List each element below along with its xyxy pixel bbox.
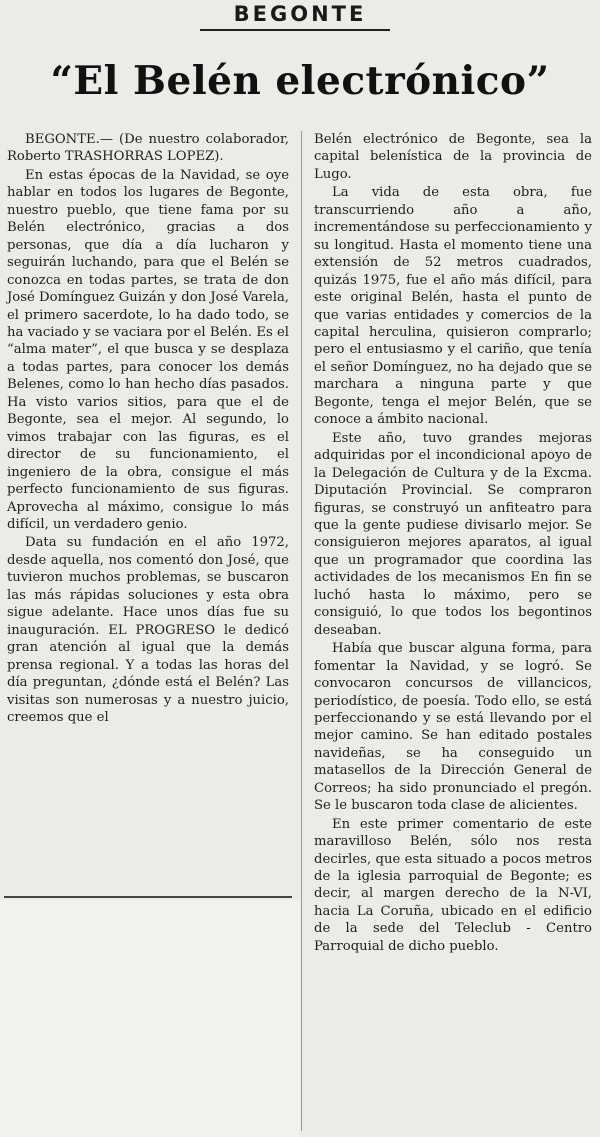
- section-underline: [200, 29, 390, 31]
- paragraph: Belén electrónico de Begonte, sea la capital belenística de la provincia de Lugo.: [314, 132, 592, 182]
- column-divider: [301, 131, 302, 1131]
- paragraph: En estas épocas de la Navidad, se oye hablar en todos los lugares de Begonte, nuestro pueblo, que tiene fama por su Belén electrónico, gracias a dos personas, que día a día lucharon y seguirán luchando, para que el Belén se conozca en todas partes, se trata de don José Domínguez Guizán y don José Varela, el primero sacerdote, lo ha dado todo, se ha vaciado y se vaciara por el Belén. Es el “alma mater”, el que busca y se desplaza a todas partes, para conocer los demás Belenes, como lo han hecho días pasados. Ha visto varios sitios, para que el de Begonte, sea el mejor. Al segundo, lo vimos trabajar con las figuras, es el director de su funcionamiento, el ingeniero de la obra, consigue el más perfecto funcionamiento de sus figuras. Aprovecha al máximo, consigue lo más difícil, un verdadero genio.: [7, 167, 289, 532]
- article-headline: “El Belén electrónico”: [50, 58, 550, 104]
- left-column: [7, 131, 289, 726]
- paragraph: Data su fundación en el año 1972, desde aquella, nos comentó don José, que tuvieron muchos problemas, se buscaron las más rápidas soluciones y esta obra sigue adelante. Hace unos días fue su inauguración. EL PROGRESO le dedicó gran atención al igual que la demás prensa regional. Y a todas las horas del día preguntan, ¿dónde está el Belén? Las visitas son numerosas y a nuestro juicio, creemos que el: [7, 535, 289, 725]
- paragraph: Este año, tuvo grandes mejoras adquiridas por el incondicional apoyo de la Delegación de Cultura y de la Excma. Diputación Provincial. Se compraron figuras, se construyó un anfiteatro para que la gente pudiese divisarlo mejor. Se consiguieron mejores aparatos, al igual que un programador que coordina las actividades de los mecanismos En fin se luchó hasta lo máximo, pero se consiguió, lo que todos los begontinos deseaban.: [314, 430, 592, 638]
- blank-area: [0, 900, 300, 1137]
- paragraph: Había que buscar alguna forma, para fomentar la Navidad, y se logró. Se convocaron concursos de villancicos, periodístico, de poesía. Todo ello, se está perfeccionando y se está llevando por el mejor camino. Se han editado postales navideñas, se ha conseguido un matasellos de la Dirección General de Correos; ha sido pronunciado el pregón. Se le buscaron toda clase de alicientes.: [314, 641, 592, 814]
- paragraph: La vida de esta obra, fue transcurriendo año a año, incrementándose su perfeccionamiento y su longitud. Hasta el momento tiene una extensión de 52 metros cuadrados, quizás 1975, fue el año más difícil, para este original Belén, hasta el punto de que varias entidades y comercios de la capital herculina, quisieron comprarlo; pero el entusiasmo y el cariño, que tenía el señor Domínguez, no ha dejado que se marchara a ninguna parte y que Begonte, tenga el mejor Belén, que se conoce a ámbito nacional.: [314, 185, 592, 428]
- section-heading: BEGONTE: [233, 2, 367, 26]
- column-end-rule: [4, 896, 292, 898]
- paragraph: BEGONTE.— (De nuestro colaborador, Roberto TRASHORRAS LOPEZ).: [7, 132, 289, 165]
- paragraph: En este primer comentario de este maravilloso Belén, sólo nos resta decirles, que esta situado a pocos metros de la iglesia parroquial de Begonte; es decir, al margen derecho de la N-VI, hacia La Coruña, ubicado en el edificio de la sede del Teleclub - Centro Parroquial de dicho pueblo.: [314, 816, 592, 954]
- right-column: [314, 131, 592, 955]
